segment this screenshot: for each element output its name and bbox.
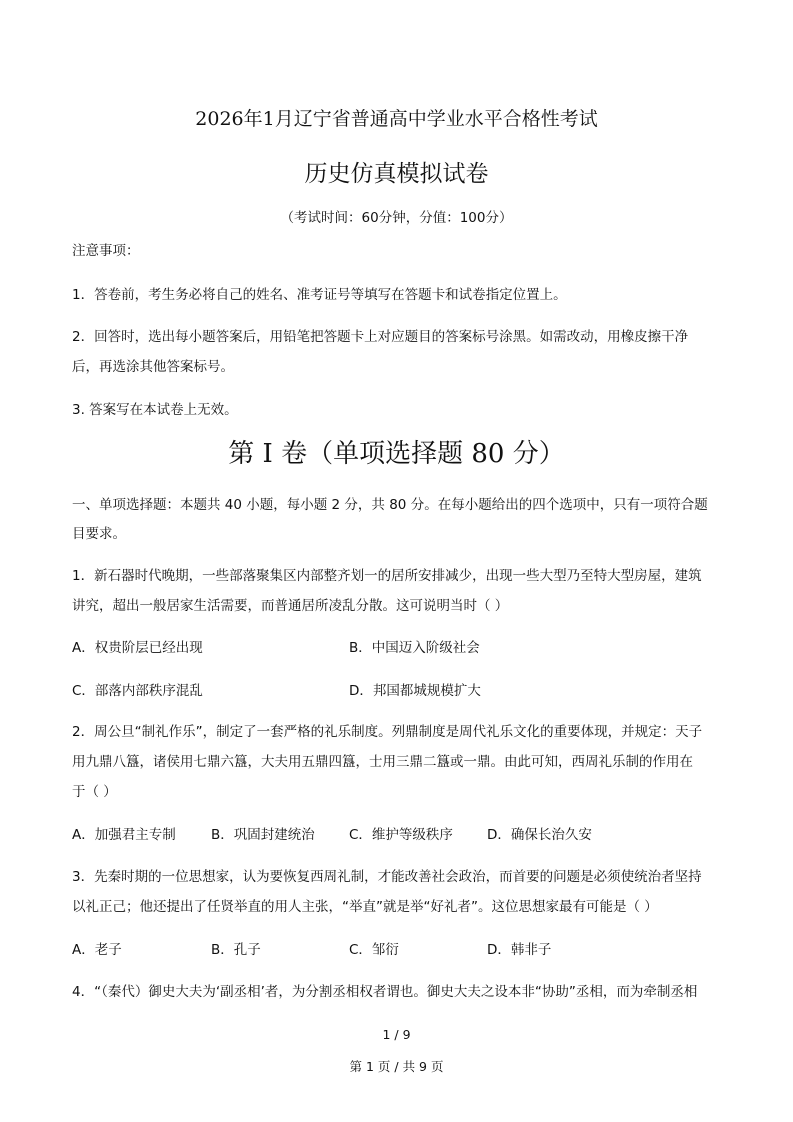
notes-heading: 注意事项：: [72, 243, 140, 259]
question-2-line-1: 2．周公旦“制礼作乐”，制定了一套严格的礼乐制度。列鼎制度是周代礼乐文化的重要体现，并规定：天子: [72, 724, 703, 740]
question-3-line-1: 3．先秦时期的一位思想家，认为要恢复西周礼制，才能改善社会政治，而首要的问题是必须使统治者坚持: [72, 869, 702, 885]
question-2-option-d: D．确保长治久安: [487, 827, 592, 843]
exam-info: （考试时间：60分钟，分值：100分）: [280, 210, 513, 226]
question-3-option-c: C．邹衍: [349, 942, 399, 958]
question-3-line-2: 以礼正己；他还提出了任贤举直的用人主张，“举直”就是举“好礼者”。这位思想家最有可能是（ ）: [72, 899, 658, 915]
note-item-2-line-2: 后，再选涂其他答案标号。: [72, 359, 234, 375]
question-3-option-a: A．老子: [72, 942, 122, 958]
section-title: 第 I 卷（单项选择题 80 分）: [228, 439, 565, 469]
question-1-option-d: D．邦国都城规模扩大: [349, 683, 481, 699]
question-2-option-a: A．加强君主专制: [72, 827, 176, 843]
question-2-line-3: 于（ ）: [72, 784, 117, 800]
question-3-option-b: B．孔子: [211, 942, 261, 958]
question-2-option-c: C．维护等级秩序: [349, 827, 453, 843]
paper-title: 历史仿真模拟试卷: [304, 161, 489, 187]
section-instruction-line-2: 目要求。: [72, 526, 126, 542]
question-1-option-c: C．部落内部秩序混乱: [72, 683, 203, 699]
note-item-3: 3. 答案写在本试卷上无效。: [72, 402, 238, 418]
question-4-line-1: 4．“（秦代）御史大夫为‘副丞相’者，为分割丞相权者谓也。御史大夫之设本非“协助”丞相，而为牵制丞相: [72, 984, 698, 1000]
question-1-line-1: 1．新石器时代晚期，一些部落聚集区内部整齐划一的居所安排减少，出现一些大型乃至特大型房屋，建筑: [72, 568, 702, 584]
note-item-2-line-1: 2．回答时，选出每小题答案后，用铅笔把答题卡上对应题目的答案标号涂黑。如需改动，用橡皮擦干净: [72, 329, 689, 345]
page-fraction: 1 / 9: [382, 1027, 411, 1042]
question-3-option-d: D．韩非子: [487, 942, 552, 958]
question-2-option-b: B．巩固封建统治: [211, 827, 315, 843]
question-1-option-b: B．中国迈入阶级社会: [349, 640, 480, 656]
exam-title: 2026年1月辽宁省普通高中学业水平合格性考试: [195, 108, 598, 130]
page-label: 第 1 页 / 共 9 页: [349, 1059, 444, 1074]
section-instruction-line-1: 一、单项选择题：本题共 40 小题，每小题 2 分，共 80 分。在每小题给出的四个选项中，只有一项符合题: [72, 497, 708, 513]
question-1-line-2: 讲究，超出一般居家生活需要，而普通居所凌乱分散。这可说明当时（ ）: [72, 598, 509, 614]
question-1-option-a: A．权贵阶层已经出现: [72, 640, 203, 656]
question-2-line-2: 用九鼎八簋，诸侯用七鼎六簋，大夫用五鼎四簋，士用三鼎二簋或一鼎。由此可知，西周礼乐制的作用在: [72, 754, 693, 770]
note-item-1: 1．答卷前，考生务必将自己的姓名、准考证号等填写在答题卡和试卷指定位置上。: [72, 287, 567, 303]
